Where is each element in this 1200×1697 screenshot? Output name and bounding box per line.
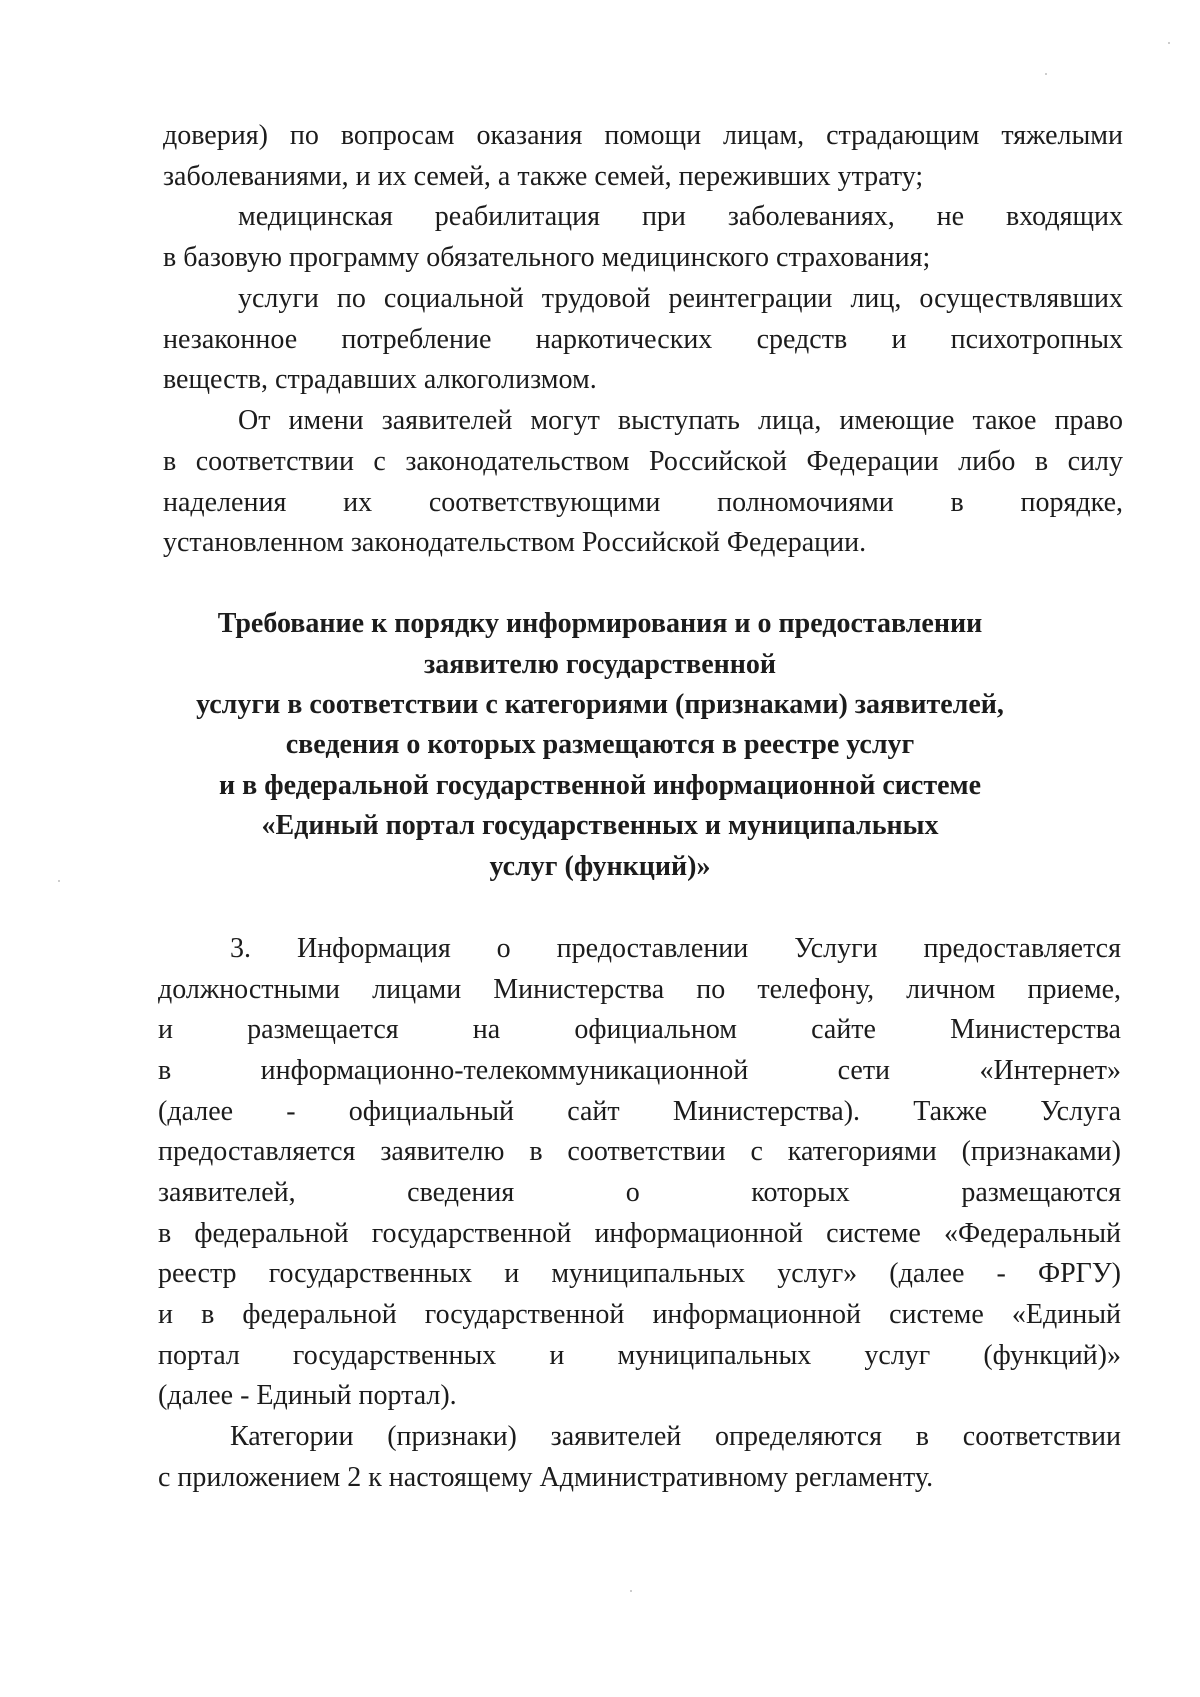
text-line: медицинская реабилитация при заболеваниях, не входящих [238, 201, 1123, 232]
text-line: Категории (признаки) заявителей определяются в соответствии [230, 1421, 1121, 1452]
text-line: незаконное потребление наркотических средств и психотропных [163, 324, 1123, 355]
text-line: в базовую программу обязательного медицинского страхования; [163, 242, 931, 273]
heading-line: сведения о которых размещаются в реестре услуг [285, 729, 915, 760]
text-line: наделения их соответствующими полномочиями в порядке, [163, 487, 1123, 518]
text-line: От имени заявителей могут выступать лица, имеющие такое право [238, 405, 1123, 436]
heading-line: услуг (функций)» [489, 851, 711, 882]
text-line: установленном законодательством Российской Федерации. [163, 527, 867, 558]
text-line: доверия) по вопросам оказания помощи лицам, страдающим тяжелыми [163, 120, 1123, 151]
heading-line: «Единый портал государственных и муниципальных [261, 810, 939, 841]
text-line: реестр государственных и муниципальных услуг» (далее - ФРГУ) [158, 1258, 1121, 1289]
text-line: (далее - Единый портал). [158, 1380, 457, 1411]
text-line: заявителей, сведения о которых размещаются [158, 1177, 1121, 1208]
text-line: заболеваниями, и их семей, а также семей, переживших утрату; [163, 161, 924, 192]
scan-speck [1168, 42, 1170, 44]
text-line: в информационно-телекоммуникационной сети «Интернет» [158, 1055, 1121, 1086]
heading-line: и в федеральной государственной информационной системе [218, 770, 982, 801]
text-line: (далее - официальный сайт Министерства). Также Услуга [158, 1096, 1121, 1127]
scan-speck [1045, 73, 1047, 75]
text-line: и в федеральной государственной информационной системе «Единый [158, 1299, 1121, 1330]
heading-line: Требование к порядку информирования и о предоставлении [217, 608, 983, 639]
text-line: веществ, страдавших алкоголизмом. [163, 364, 597, 395]
heading-line: заявителю государственной [423, 649, 777, 680]
text-line: в соответствии с законодательством Российской Федерации либо в силу [163, 446, 1123, 477]
text-line: портал государственных и муниципальных услуг (функций)» [158, 1340, 1121, 1371]
text-line: услуги по социальной трудовой реинтеграции лиц, осуществлявших [238, 283, 1123, 314]
scan-speck [58, 880, 60, 882]
heading-line: услуги в соответствии с категориями (признаками) заявителей, [196, 689, 1004, 720]
text-line: предоставляется заявителю в соответствии с категориями (признаками) [158, 1136, 1121, 1167]
text-line: в федеральной государственной информационной системе «Федеральный [158, 1218, 1121, 1249]
text-line: с приложением 2 к настоящему Административному регламенту. [158, 1462, 934, 1493]
text-line: 3. Информация о предоставлении Услуги предоставляется [230, 933, 1121, 964]
text-line: и размещается на официальном сайте Министерства [158, 1014, 1121, 1045]
scan-speck [630, 1590, 632, 1592]
text-line: должностными лицами Министерства по телефону, личном приеме, [158, 974, 1121, 1005]
